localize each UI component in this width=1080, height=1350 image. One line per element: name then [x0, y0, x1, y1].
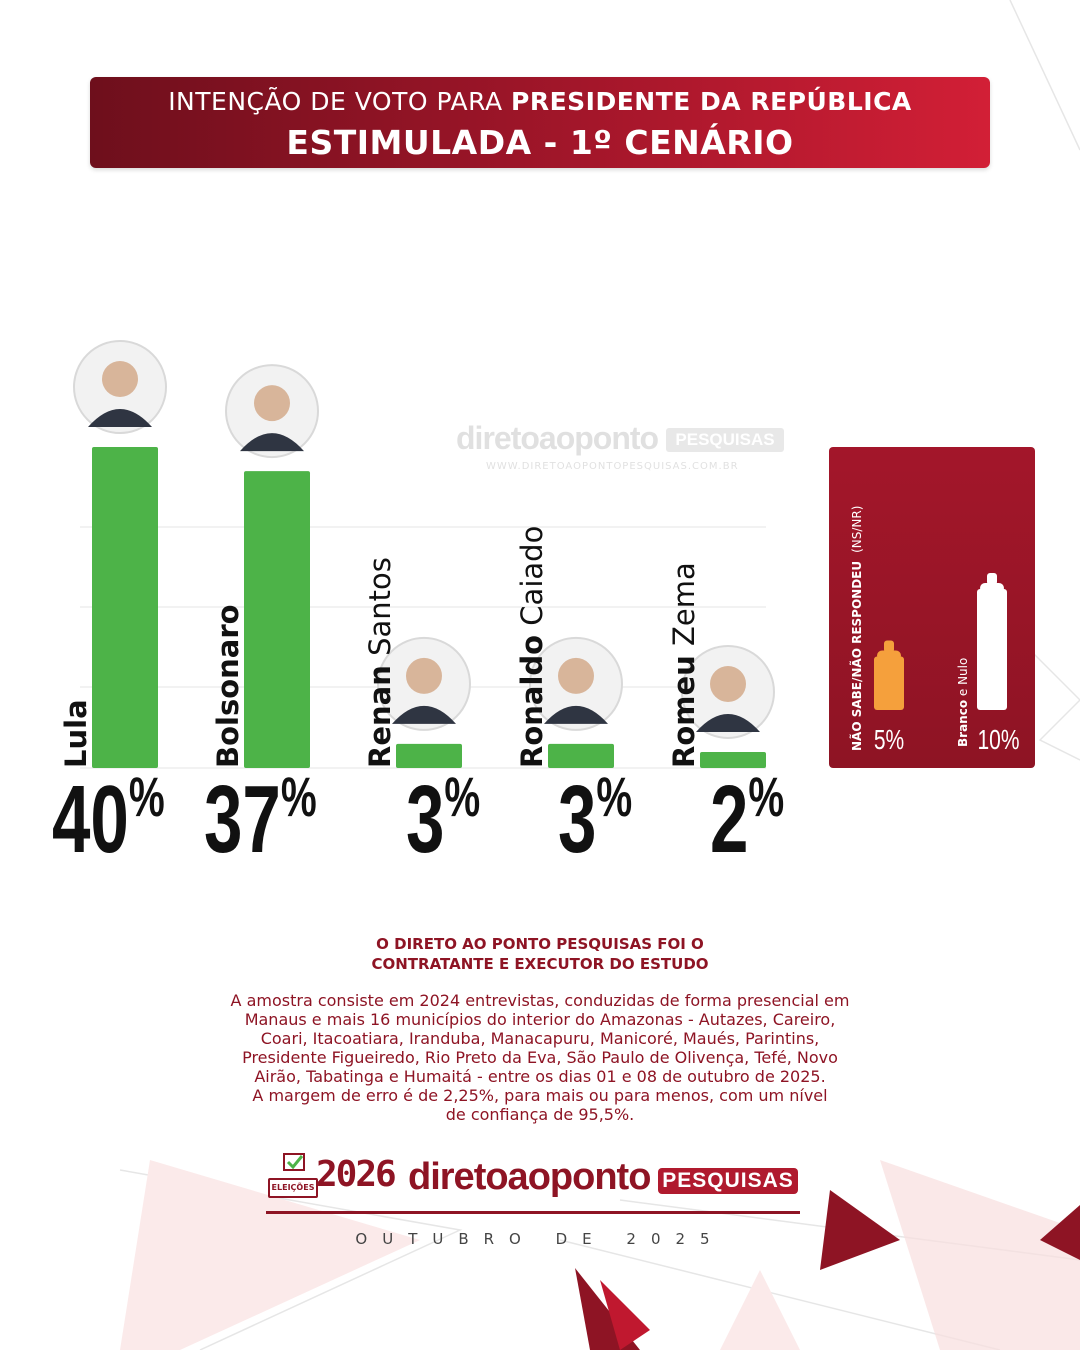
footer-title-line1: O DIRETO AO PONTO PESQUISAS FOI O: [376, 935, 704, 953]
value-label: [204, 765, 317, 873]
ns-nr-panel: [829, 447, 1035, 768]
methodology-text: [170, 991, 910, 1124]
value-label: [406, 765, 480, 873]
branco-nulo-neck: [987, 573, 997, 585]
category-label-last: Santos: [363, 557, 397, 666]
election-year: 2026: [316, 1154, 395, 1195]
watermark-url: WWW.DIRETOAOPONTOPESQUISAS.COM.BR: [486, 461, 739, 472]
methodology-line: A margem de erro é de 2,25%, para mais ou para menos, com um nível: [252, 1086, 828, 1105]
methodology-line: de confiança de 95,5%.: [445, 1105, 635, 1124]
publication-date: OUTUBRO DE 2025: [355, 1230, 725, 1248]
category-label: [515, 526, 549, 768]
avatar-head: [558, 658, 594, 694]
ns-nr-bar: [874, 657, 904, 711]
value-percent: %: [596, 766, 633, 829]
footer-logo: [266, 1152, 800, 1208]
avatar-head: [254, 385, 290, 421]
ballot-box-icon: [276, 1152, 316, 1180]
chart-subtitle: ESTIMULADA - 1º CENÁRIO: [286, 123, 794, 162]
value-percent: %: [280, 766, 317, 829]
methodology-line: A amostra consiste em 2024 entrevistas, conduzidas de forma presencial em: [230, 991, 850, 1010]
category-label: [363, 557, 397, 768]
watermark-badge: PESQUISAS: [666, 428, 784, 452]
methodology-line: Coari, Itacoatiara, Iranduba, Manacapuru, Manicoré, Maués, Parintins,: [260, 1029, 820, 1048]
candidate-avatar: [74, 341, 166, 433]
category-label-first: Renan: [363, 665, 397, 768]
category-label-first: Ronaldo: [515, 634, 549, 768]
value-percent: %: [748, 766, 785, 829]
category-label-last: Caiado: [515, 525, 549, 635]
value-number: 2: [710, 764, 749, 873]
bar: [244, 471, 310, 768]
watermark-brand: diretoaoponto: [456, 420, 659, 456]
value-number: 37: [204, 764, 281, 873]
footer-title: [240, 934, 840, 974]
brand-badge: PESQUISAS: [658, 1168, 798, 1194]
value-label: [558, 765, 632, 873]
ns-nr-neck: [884, 641, 894, 653]
ns-value-label: 5%: [873, 725, 905, 756]
footer-title-line2: CONTRATANTE E EXECUTOR DO ESTUDO: [371, 955, 709, 973]
value-number: 3: [406, 764, 445, 873]
bar: [92, 447, 158, 768]
value-number: 40: [52, 764, 129, 873]
ns-nr-title-suffix: (NS/NR): [850, 505, 864, 553]
ns-nr-title: [849, 506, 864, 751]
value-label: [52, 765, 165, 873]
category-label-first: Romeu: [667, 655, 701, 768]
value-percent: %: [128, 766, 165, 829]
value-percent: %: [444, 766, 481, 829]
branco-label-rest: e Nulo: [956, 657, 970, 700]
avatar-head: [406, 658, 442, 694]
bn-value-label: 10%: [977, 725, 1020, 756]
branco-label-bold: Branco: [956, 699, 970, 747]
ns-nr-chart: [829, 447, 1035, 768]
avatar-head: [102, 361, 138, 397]
category-label: [211, 604, 245, 768]
avatar-head: [710, 666, 746, 702]
candidate-avatar: [226, 365, 318, 457]
methodology-line: Airão, Tabatinga e Humaitá - entre os dias 01 e 08 de outubro de 2025.: [254, 1067, 826, 1086]
branco-nulo-label: [956, 658, 970, 747]
eleicoes-badge: ELEIÇÕES: [268, 1178, 318, 1198]
value-number: 3: [558, 764, 597, 873]
category-label: [667, 562, 701, 768]
brand-name: diretoaoponto: [408, 1156, 651, 1198]
title-bold: PRESIDENTE DA REPÚBLICA: [511, 87, 912, 116]
methodology-line: Presidente Figueiredo, Rio Preto da Eva, São Paulo de Olivença, Tefé, Novo: [242, 1048, 838, 1067]
ns-nr-title-main: NÃO SABE/NÃO RESPONDEU: [850, 560, 864, 751]
value-label: [710, 765, 784, 873]
title-regular: INTENÇÃO DE VOTO PARA: [168, 87, 511, 116]
category-label-first: Lula: [59, 699, 93, 768]
methodology-line: Manaus e mais 16 municípios do interior do Amazonas - Autazes, Careiro,: [244, 1010, 836, 1029]
branco-nulo-bar: [977, 589, 1007, 710]
category-label-first: Bolsonaro: [211, 604, 245, 768]
footer-divider: [266, 1211, 800, 1214]
category-label-last: Zema: [667, 562, 701, 656]
category-label: [59, 699, 93, 768]
